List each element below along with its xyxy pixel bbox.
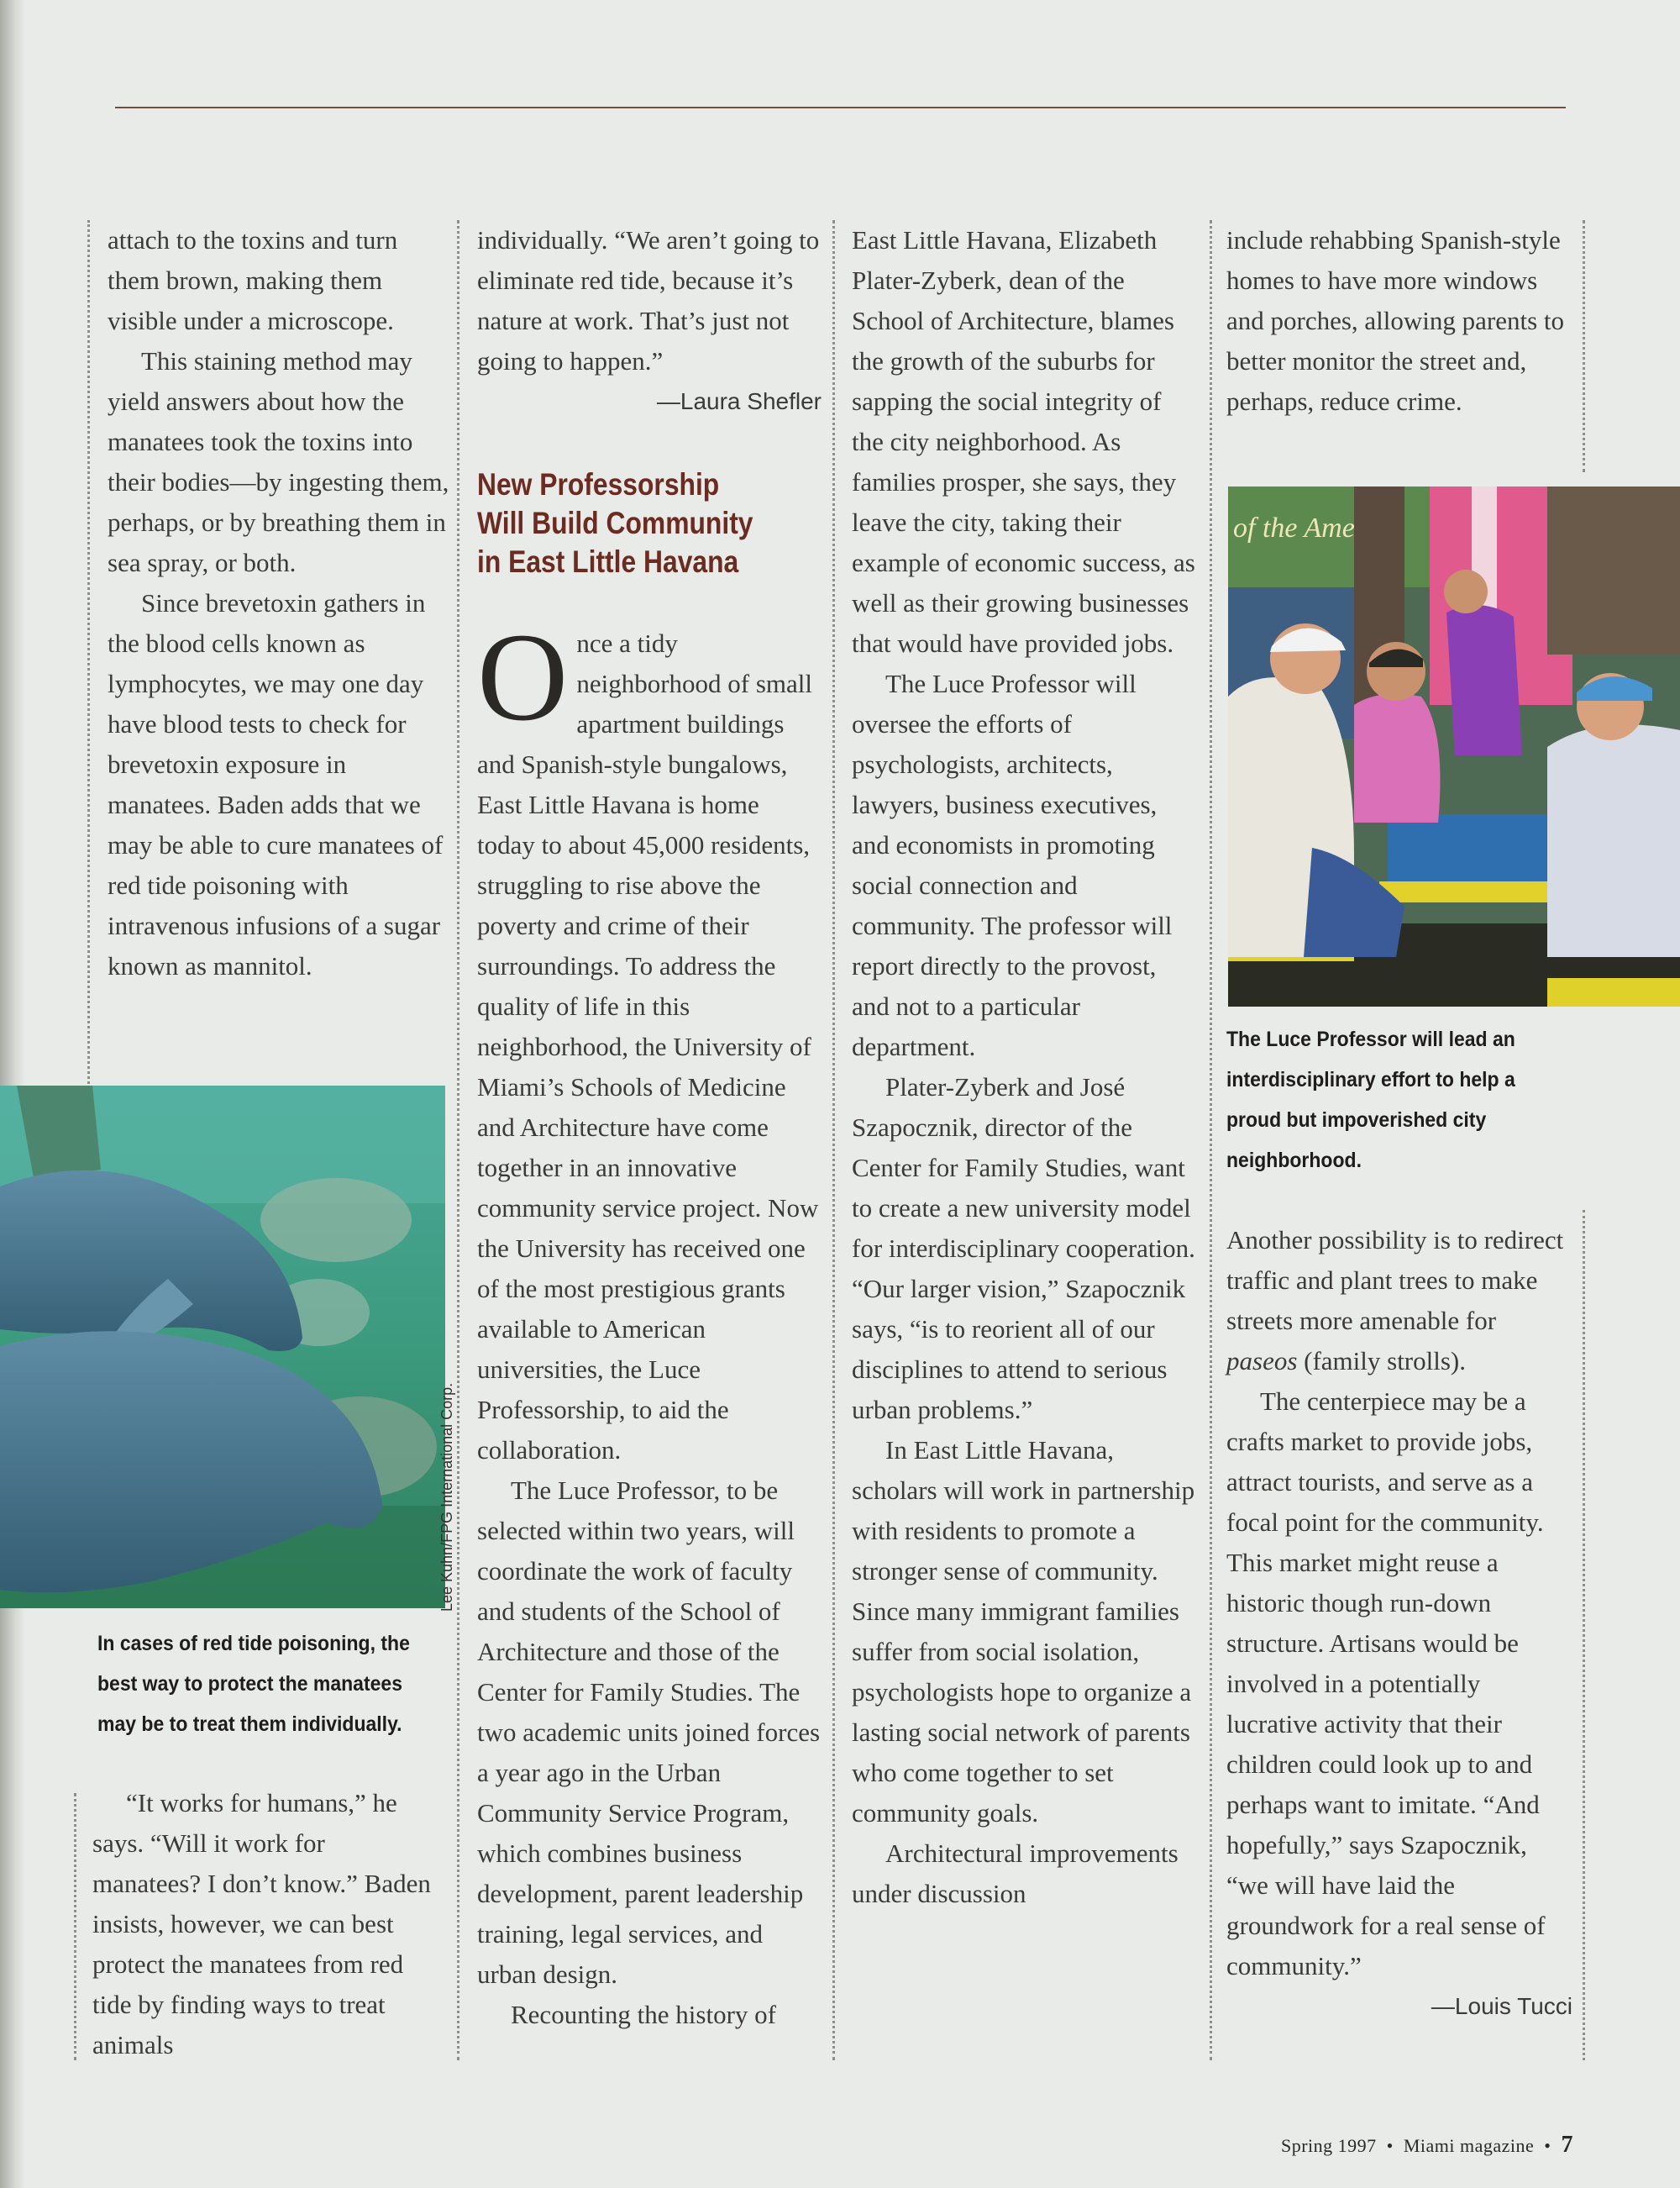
paragraph: individually. “We aren’t going to eliminate red tide, because it’s nature at work. That’s just not going to happen.” [477, 225, 820, 376]
drop-cap: O [477, 607, 569, 747]
byline-louis-tucci: —Louis Tucci [1431, 1993, 1572, 2019]
footer-separator: • [1386, 2135, 1394, 2156]
paragraph: This staining method may yield answers about how the manatees took the toxins into their bodies—by ingesting them, perhaps, or by breathing them in sea spray, or both. [108, 346, 449, 577]
paragraph: East Little Havana, Elizabeth Plater-Zyberk, dean of the School of Architecture, blames the growth of the suburbs for sapping the social integrity of the city neighborhood. As families prosper, she says, they leave the city, taking their example of economic success, as well as their growing businesses that would have provided jobs. [852, 225, 1195, 658]
column-2 [477, 220, 822, 2035]
domino-players-photo [1228, 487, 1680, 1007]
paragraph: include rehabbing Spanish-style homes to have more windows and porches, allowing parents to better monitor the street and, perhaps, reduce crime. [1226, 225, 1565, 416]
paragraph: The Luce Professor, to be selected within two years, will coordinate the work of faculty and students of the School of Architecture and those of the Center for Family Studies. The two academic units joined forces a year ago in the Urban Community Service Program, which combines business development, parent leadership training, legal services, and urban design. [477, 1475, 821, 1989]
caption-line: best way to protect the manatees [97, 1672, 402, 1696]
paragraph: attach to the toxins and turn them brown, making them visible under a microscope. [108, 225, 398, 335]
caption-line: The Luce Professor will lead an [1226, 1028, 1515, 1051]
paragraph-text: Another possibility is to redirect traffic and plant trees to make streets more amenable for [1226, 1225, 1564, 1335]
paragraph: The Luce Professor will oversee the efforts of psychologists, architects, lawyers, business executives, and economists in promoting social connection and community. The professor will report directly to the provost, and not to a particular department. [852, 669, 1173, 1061]
paragraph: The centerpiece may be a crafts market to provide jobs, attract tourists, and serve as a focal point for the community. This market might reuse a historic though run-down structure. Artisans would be involved in a potentially lucrative activity that their children could look up to and perhaps want to imitate. “And hopefully,” says Szapocznik, “we will have laid the groundwork for a real sense of community.” [1226, 1386, 1546, 1980]
column-4-bottom [1226, 1220, 1572, 2027]
domino-players-caption [1226, 1019, 1579, 1181]
paragraph: Architectural improvements under discussion [852, 1838, 1179, 1908]
photo-credit: Lee Kuhn/FPG International Corp. [438, 1382, 455, 1612]
column-rule-3 [832, 220, 835, 2060]
paragraph-text: (family strolls). [1297, 1346, 1466, 1375]
paragraph: In East Little Havana, scholars will work in partnership with residents to promote a stronger sense of community. Since many immigrant families suffer from social isolation, psychologists hope to organize a lasting social network of parents who come together to set community goals. [852, 1435, 1195, 1828]
column-rule-5 [1583, 220, 1585, 472]
manatee-illustration [0, 1086, 445, 1608]
column-3 [852, 220, 1198, 1914]
column-1-bottom [92, 1783, 437, 2065]
column-rule-5b [1583, 1210, 1585, 2060]
footer-magazine: Miami magazine [1403, 2135, 1535, 2156]
page-footer [1281, 2132, 1573, 2159]
column-rule-left-1 [87, 220, 90, 1089]
footer-separator: • [1544, 2135, 1551, 2156]
manatee-caption [97, 1623, 450, 1744]
column-rule-left-1b [74, 1793, 76, 2060]
article-headline: New Professorship Will Build Community in East Little Havana [477, 467, 753, 579]
column-1-top [108, 220, 452, 986]
caption-line: neighborhood. [1226, 1149, 1362, 1172]
paragraph: “It works for humans,” he says. “Will it work for manatees? I don’t know.” Baden insists, however, we can best protect the manatees from red tide by finding ways to treat animals [92, 1788, 431, 2059]
domino-players-illustration [1228, 487, 1680, 1007]
caption-line: may be to treat them individually. [97, 1712, 402, 1736]
paragraph: Since brevetoxin gathers in the blood cells known as lymphocytes, we may one day have blood tests to check for brevetoxin exposure in manatees. Baden adds that we may be able to cure manatees of red tide poisoning with intravenous infusions of a sugar known as mannitol. [108, 588, 444, 981]
paragraph [1226, 1220, 1572, 1381]
paragraph: nce a tidy neighborhood of small apartment buildings and Spanish-style bungalows, East Little Havana is home today to about 45,000 residents, struggling to rise above the poverty and crime of their surroundings. To address the quality of life in this neighborhood, the University of Miami’s Schools of Medicine and Architecture have come together in an innovative community service project. Now the University has received one of the most prestigious grants available to American universities, the Luce Professorship, to aid the collaboration. [477, 629, 819, 1465]
column-rule-4 [1210, 220, 1212, 2060]
paragraph: Recounting the history of [511, 2000, 776, 2029]
mural-sign-text: of the Ame [1233, 513, 1355, 544]
caption-line: In cases of red tide poisoning, the [97, 1632, 410, 1655]
caption-line: proud but impoverished city [1226, 1108, 1487, 1132]
paseos-term: paseos [1226, 1346, 1298, 1375]
column-4-top [1226, 220, 1571, 422]
top-rule [115, 107, 1566, 108]
footer-issue: Spring 1997 [1280, 2135, 1377, 2156]
manatee-photo [0, 1086, 445, 1608]
page-number: 7 [1561, 2132, 1573, 2158]
caption-line: interdisciplinary effort to help a [1226, 1068, 1515, 1091]
column-rule-2 [457, 220, 459, 2060]
byline-laura-shefler: —Laura Shefler [656, 388, 822, 414]
paragraph: Plater-Zyberk and José Szapocznik, director of the Center for Family Studies, want to create a new university model for interdisciplinary cooperation. “Our larger vision,” Szapocznik says, “is to reorient all of our disciplines to attend to serious urban problems.” [852, 1072, 1195, 1424]
